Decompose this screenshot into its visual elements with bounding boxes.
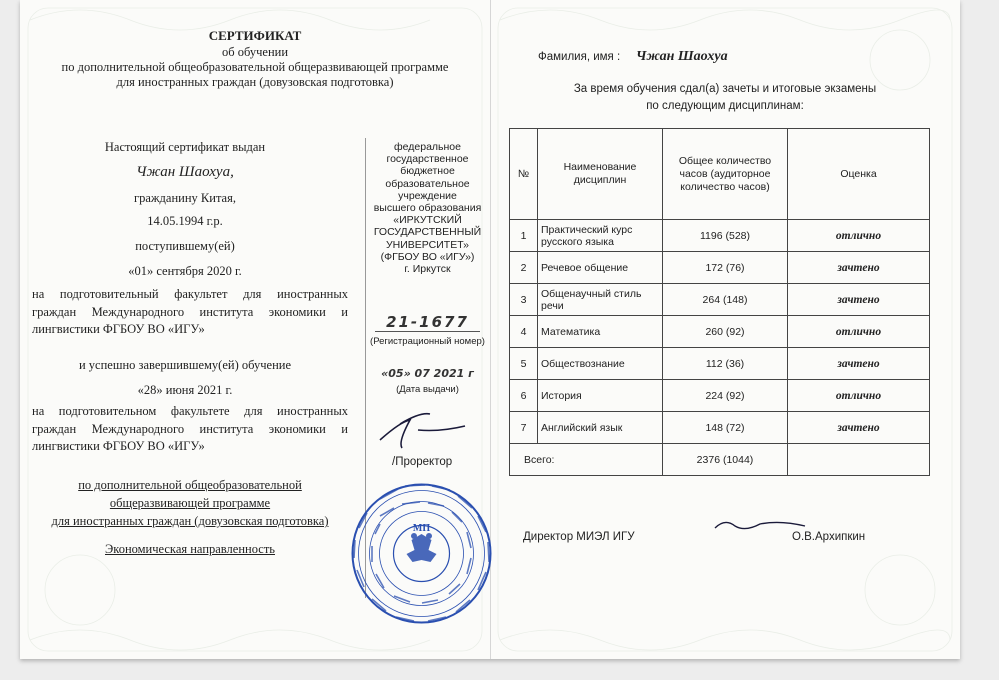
name-value: Чжан Шаохуа xyxy=(636,49,728,64)
name-label: Фамилия, имя : xyxy=(538,51,621,63)
faculty-text-1: на подготовительный факультет для иностранных граждан Международного института экономики и лингвистики ФГБОУ ВО «ИГУ» xyxy=(32,287,348,336)
entry-date: «01» сентября 2020 г. xyxy=(128,264,242,278)
table-row: 3 Общенаучный стиль речи 264 (148) зачтено xyxy=(510,284,930,316)
citizenship: гражданину Китая, xyxy=(134,191,236,205)
completed-label: и успешно завершившему(ей) обучение xyxy=(78,358,292,372)
intro-line: За время обучения сдал(а) зачеты и итоговые экзамены xyxy=(573,83,877,95)
col-header-hours: Общее количество часов (аудиторное количество часов) xyxy=(663,129,788,220)
col-header-grade: Оценка xyxy=(788,129,930,220)
issue-date: «05» 07 2021 г xyxy=(381,367,474,380)
signatory-label: /Проректор xyxy=(392,456,453,468)
entered-label: поступившему(ей) xyxy=(135,239,235,253)
table-row: 7 Английский язык 148 (72) зачтено xyxy=(510,412,930,444)
total-label: Всего: xyxy=(510,444,663,476)
program-line: общеразвивающей программе xyxy=(109,496,271,510)
birth-date: 14.05.1994 г.р. xyxy=(147,214,223,228)
reg-number: 21-1677 xyxy=(386,313,469,331)
reg-number-label: (Регистрационный номер) xyxy=(370,336,485,347)
col-header-number: № xyxy=(510,129,538,220)
table-row: 5 Обществознание 112 (36) зачтено xyxy=(510,348,930,380)
rector-signature xyxy=(370,402,470,452)
issue-date-label: (Дата выдачи) xyxy=(396,384,459,395)
intro-line: по следующим дисциплинам: xyxy=(646,100,804,112)
program-line: для иностранных граждан (довузовская подготовка) xyxy=(51,514,329,528)
university-block: федеральное государственное бюджетное образовательное учреждение высшего образования «ИРКУТСКИЙ ГОСУДАРСТВЕННЫЙ УНИВЕРСИТЕТ» (ФГБОУ ВО «ИГУ») г. Иркутск xyxy=(373,141,482,276)
stamp-mp-text: МП xyxy=(412,523,431,534)
faculty-text-2: на подготовительном факультете для иностранных граждан Международного института экономики и лингвистики ФГБОУ ВО «ИГУ» xyxy=(32,404,348,453)
official-stamp xyxy=(350,482,493,625)
certificate-sheet xyxy=(20,0,960,659)
col-header-name: Наименование дисциплин xyxy=(538,129,663,220)
reg-underline xyxy=(375,331,480,332)
student-name: Чжан Шаохуа, xyxy=(136,164,234,180)
director-label: Директор МИЭЛ ИГУ xyxy=(523,531,635,543)
disciplines-table xyxy=(509,128,930,476)
total-hours: 2376 (1044) xyxy=(663,444,788,476)
subtitle-line: для иностранных граждан (довузовская подготовка) xyxy=(116,75,394,89)
subtitle-line: об обучении xyxy=(221,45,289,59)
table-total-row xyxy=(510,444,930,476)
table-row: 4 Математика 260 (92) отлично xyxy=(510,316,930,348)
table-row: 6 История 224 (92) отлично xyxy=(510,380,930,412)
table-row: 1 Практический курс русского языка 1196 (528) отлично xyxy=(510,220,930,252)
certificate-title: СЕРТИФИКАТ xyxy=(208,28,302,43)
director-name: О.В.Архипкин xyxy=(792,531,866,543)
direction: Экономическая направленность xyxy=(105,542,275,556)
table-row: 2 Речевое общение 172 (76) зачтено xyxy=(510,252,930,284)
issued-to-label: Настоящий сертификат выдан xyxy=(104,140,266,154)
program-line: по дополнительной общеобразовательной xyxy=(78,478,302,492)
completion-date: «28» июня 2021 г. xyxy=(137,383,233,397)
subtitle-line: по дополнительной общеобразовательной общеразвивающей программе xyxy=(61,60,449,74)
